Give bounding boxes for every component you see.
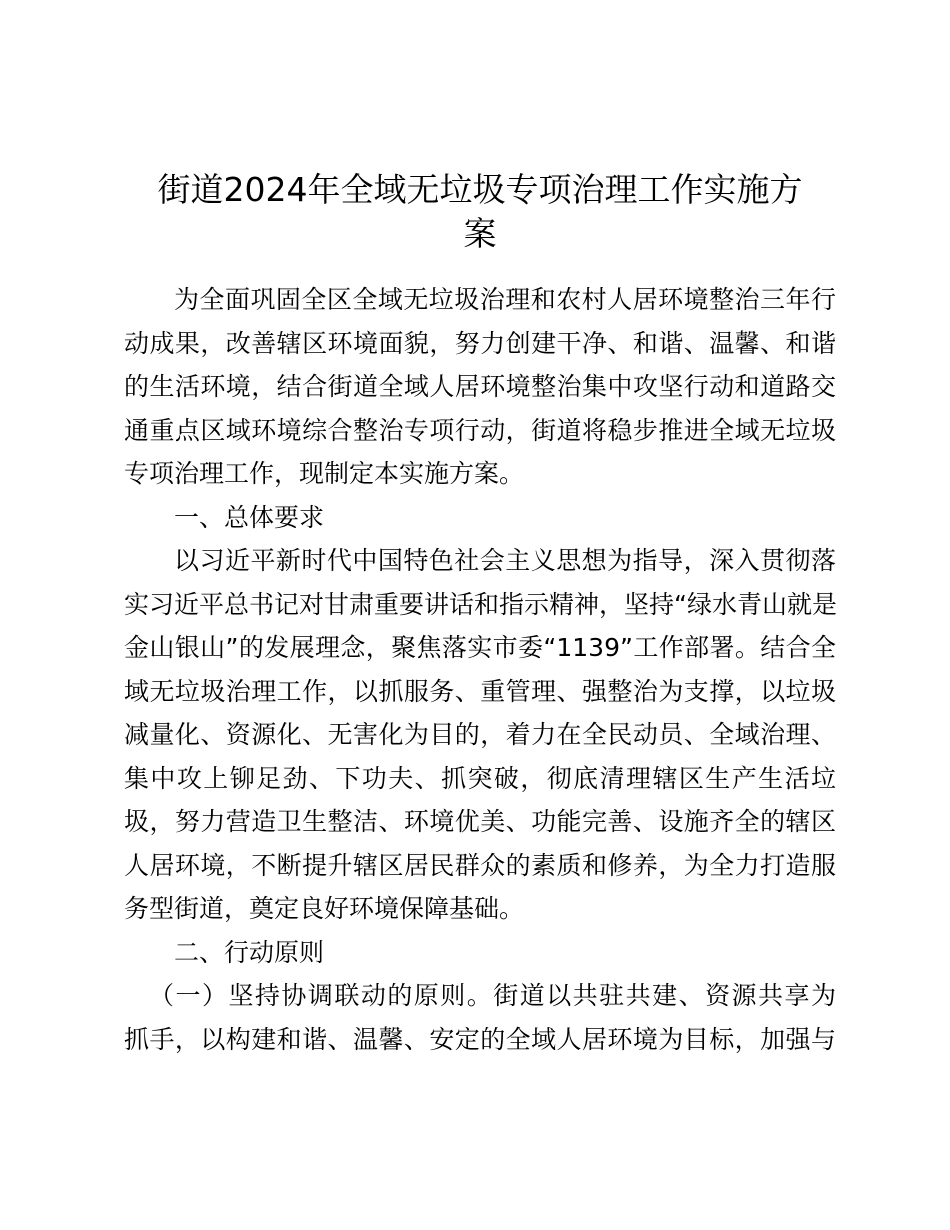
text-line: （一）坚持协调联动的原则。街道以共驻共建、资源共享为 xyxy=(149,981,836,1010)
document-body xyxy=(124,278,836,1061)
text-line: 金山银山”的发展理念，聚焦落实市委“1139”工作部署。结合全 xyxy=(124,633,836,662)
section-heading-general-requirements xyxy=(124,496,836,540)
text-line: 域无垃圾治理工作，以抓服务、重管理、强整治为支撑，以垃圾 xyxy=(124,676,836,706)
heading-line: 二、行动原则 xyxy=(174,937,325,967)
title-line: 街道2024年全域无垃圾专项治理工作实施方 xyxy=(157,170,803,209)
text-line: 为全面巩固全区全域无垃圾治理和农村人居环境整治三年行 xyxy=(174,285,836,314)
text-line: 抓手，以构建和谐、温馨、安定的全域人居环境为目标，加强与 xyxy=(124,1024,836,1054)
principle-one-paragraph xyxy=(124,974,836,1061)
document-title xyxy=(100,166,860,253)
text-line: 人居环境，不断提升辖区居民群众的素质和修养，为全力打造服 xyxy=(124,850,836,880)
text-line: 动成果，改善辖区环境面貌，努力创建干净、和谐、温馨、和谐 xyxy=(124,328,836,358)
text-line: 务型街道，奠定良好环境保障基础。 xyxy=(124,894,525,923)
text-line: 通重点区域环境综合整治专项行动，街道将稳步推进全域无垃圾 xyxy=(124,415,836,445)
text-line: 的生活环境，结合街道全域人居环境整治集中攻坚行动和道路交 xyxy=(124,372,836,401)
general-requirements-paragraph xyxy=(124,539,836,931)
text-line: 实习近平总书记对甘肃重要讲话和指示精神，坚持“绿水青山就是 xyxy=(124,589,837,619)
text-line: 以习近平新时代中国特色社会主义思想为指导，深入贯彻落 xyxy=(174,546,836,575)
title-line: 案 xyxy=(463,213,497,253)
intro-paragraph xyxy=(124,278,836,496)
heading-line: 一、总体要求 xyxy=(174,502,325,532)
text-line: 专项治理工作，现制定本实施方案。 xyxy=(124,459,525,488)
section-heading-action-principles xyxy=(124,931,836,975)
text-line: 集中攻上铆足劲、下功夫、抓突破，彻底清理辖区生产生活垃 xyxy=(124,763,836,793)
text-line: 减量化、资源化、无害化为目的，着力在全民动员、全域治理、 xyxy=(124,720,836,749)
text-line: 圾，努力营造卫生整洁、环境优美、功能完善、设施齐全的辖区 xyxy=(124,807,836,836)
